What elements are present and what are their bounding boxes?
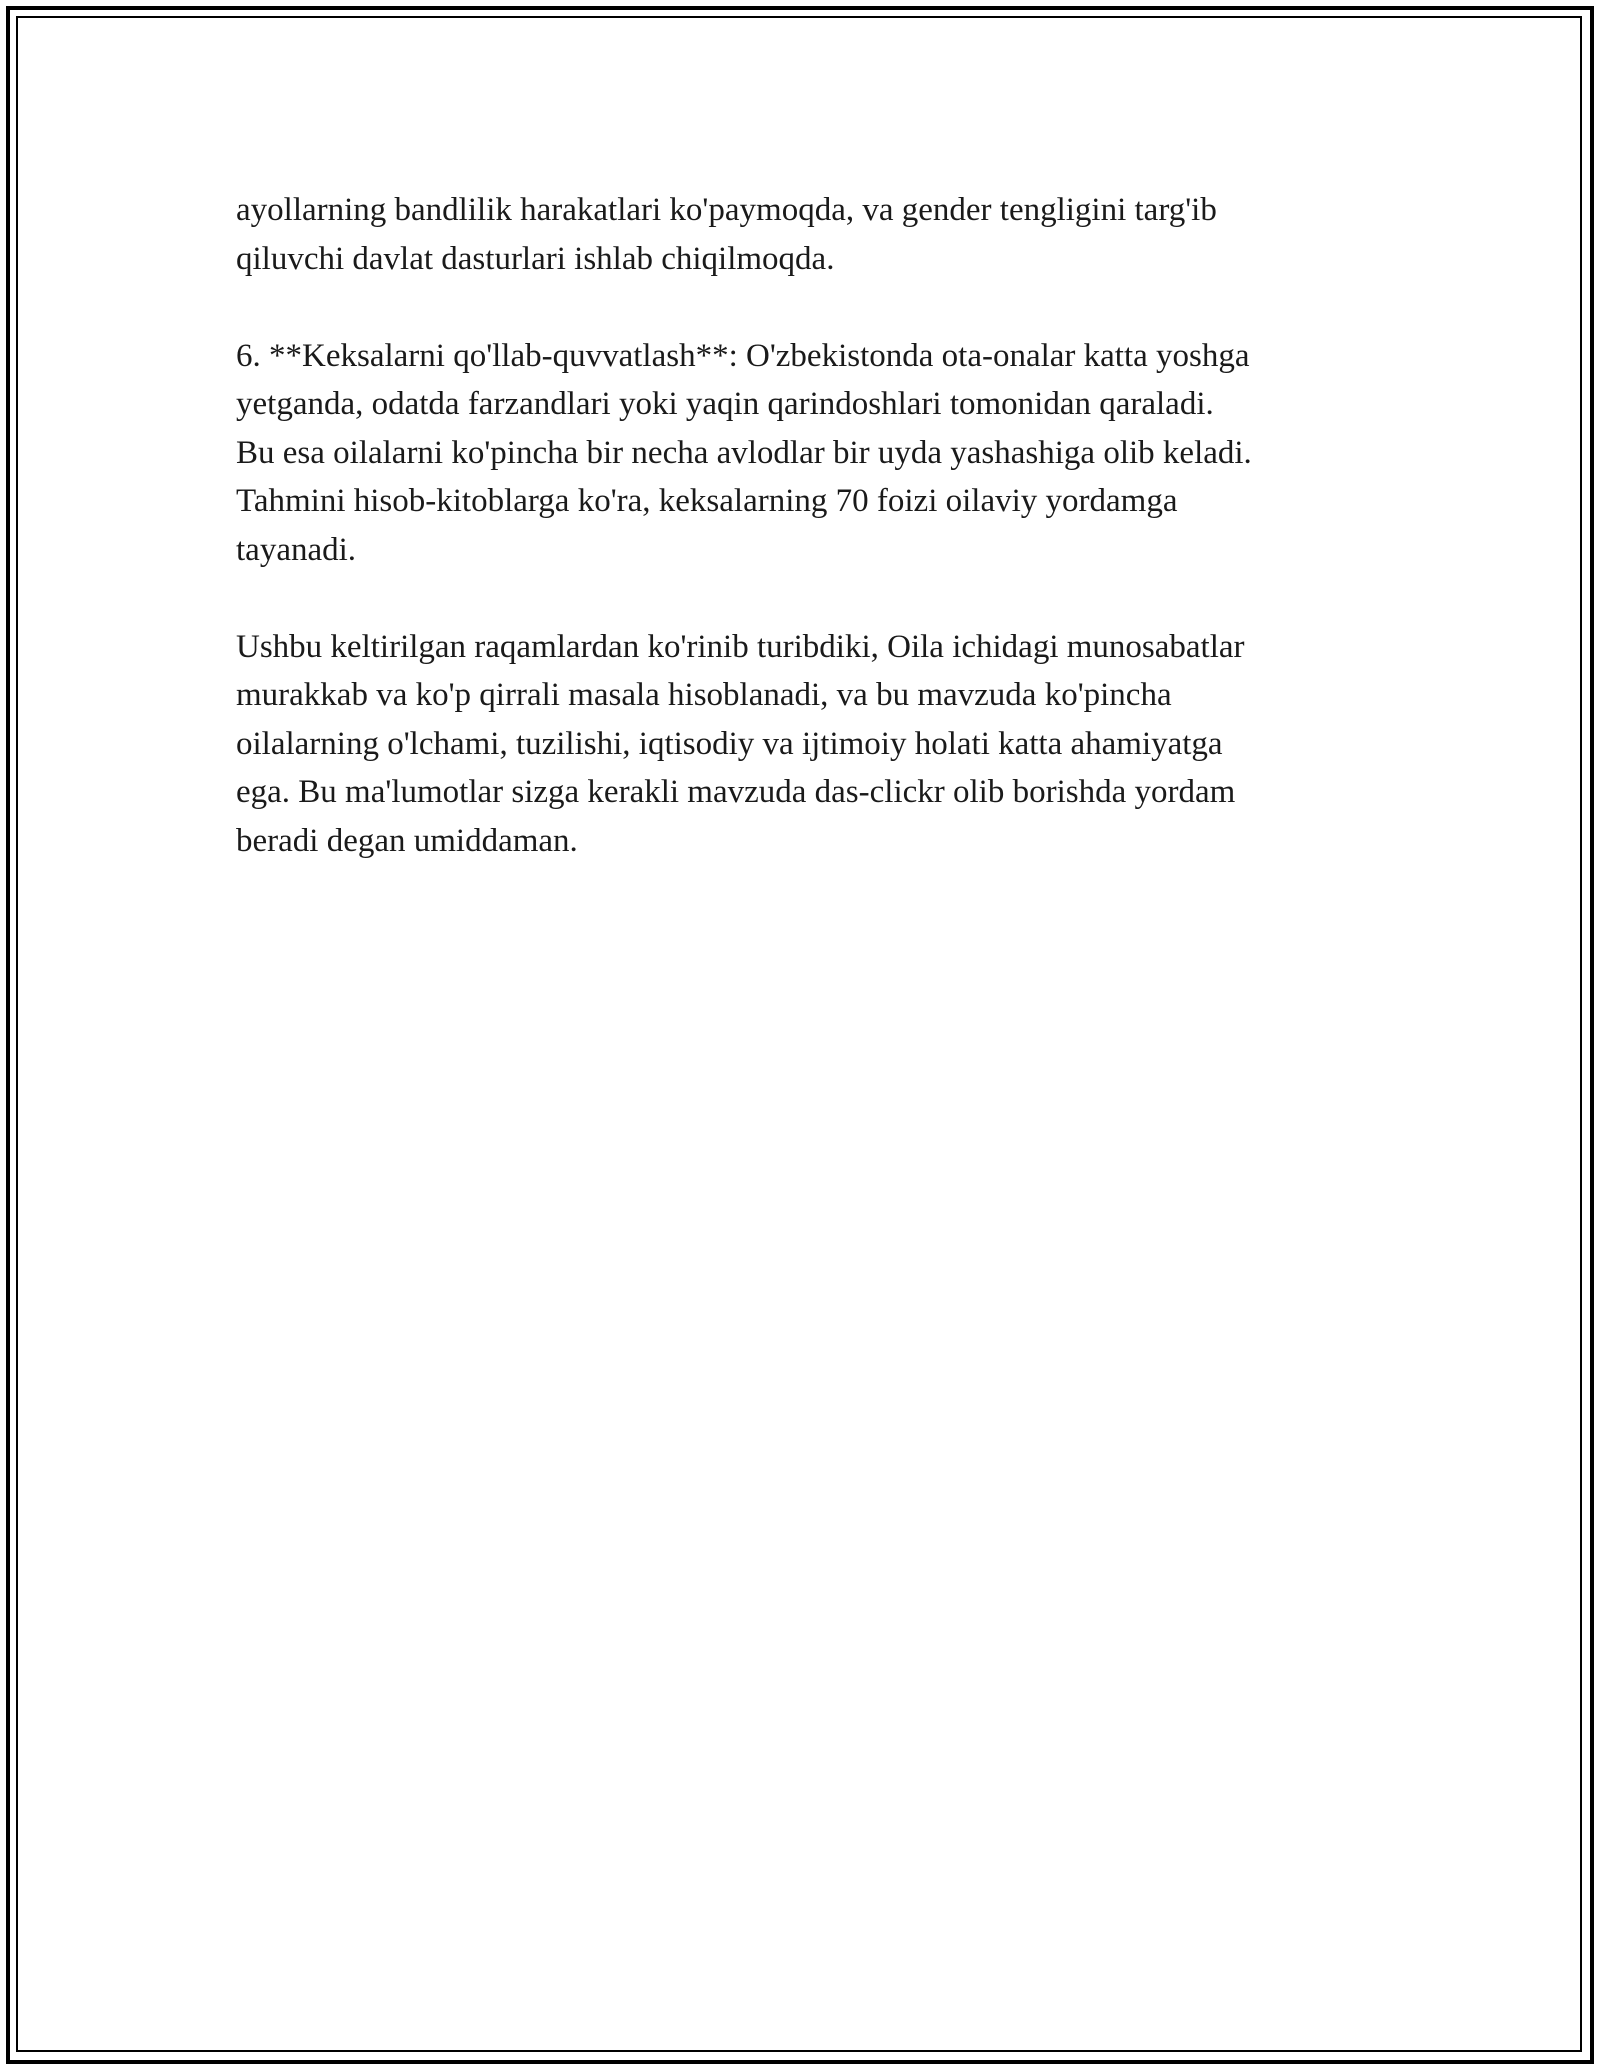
paragraph-elderly-support: 6. **Keksalarni qo'llab-quvvatlash**: O'zbekistonda ota-onalar katta yoshga yetganda, odatda farzandlari yoki yaqin qarindoshlari tomonidan qaraladi. Bu esa oilalarni ko'pincha bir necha avlodlar bir uyda yashashiga olib keladi. Tahmini hisob-kitoblarga ko'ra, keksalarning 70 foizi oilaviy yordamga tayanadi. xyxy=(236,337,1252,568)
document-body xyxy=(236,186,1396,914)
paragraph-conclusion: Ushbu keltirilgan raqamlardan ko'rinib turibdiki, Oila ichidagi munosabatlar murakkab va ko'p qirrali masala hisoblanadi, va bu mavzuda ko'pincha oilalarning o'lchami, tuzilishi, iqtisodiy va ijtimoiy holati katta ahamiyatga ega. Bu ma'lumotlar sizga kerakli mavzuda das-clickr olib borishda yordam beradi degan umiddaman. xyxy=(236,628,1245,859)
paragraph-women-employment: ayollarning bandlilik harakatlari ko'paymoqda, va gender tengligini targ'ib qiluvchi davlat dasturlari ishlab chiqilmoqda. xyxy=(236,192,1217,277)
